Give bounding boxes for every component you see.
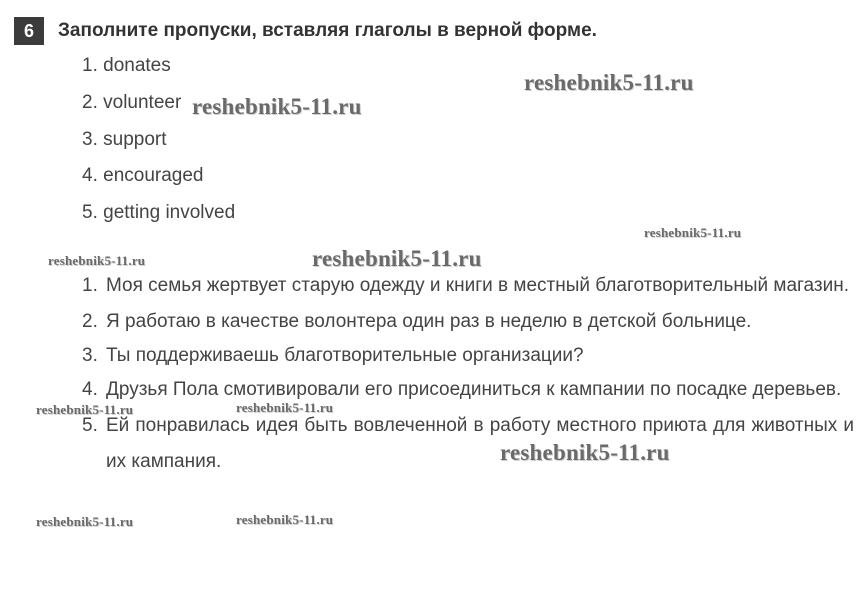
- watermark: reshebnik5-11.ru: [500, 440, 670, 465]
- sentence-text: Моя семья жертвует старую одежду и книги в местный благотворительный магазин.: [106, 275, 849, 296]
- answer-item: 5. getting involved: [82, 202, 236, 224]
- sentence-number: 5.: [82, 415, 98, 436]
- answer-item: 2. volunteer: [82, 91, 182, 113]
- sentence-item: [82, 338, 854, 374]
- sentence-text: Ей понравилась идея быть вовлеченной в работу местного приюта для животных и их кампания.: [106, 415, 854, 472]
- watermark: reshebnik5-11.ru: [36, 514, 134, 529]
- watermark: reshebnik5-11.ru: [236, 512, 334, 527]
- watermark: reshebnik5-11.ru: [48, 253, 146, 268]
- watermark: reshebnik5-11.ru: [236, 400, 334, 415]
- sentence-item: [82, 304, 854, 340]
- sentence-item: [82, 372, 854, 408]
- sentence-number: 1.: [82, 275, 98, 296]
- sentence-text: Я работаю в качестве волонтера один раз в неделю в детской больнице.: [106, 311, 752, 332]
- sentence-text: Ты поддерживаешь благотворительные организации?: [106, 345, 584, 366]
- watermark: reshebnik5-11.ru: [36, 402, 134, 417]
- watermark: reshebnik5-11.ru: [192, 94, 362, 119]
- sentence-list: [82, 268, 854, 480]
- sentence-item: [82, 268, 854, 304]
- answer-item: 1. donates: [82, 55, 171, 76]
- sentence-item: [82, 408, 854, 480]
- watermark: reshebnik5-11.ru: [524, 70, 694, 95]
- watermark: reshebnik5-11.ru: [312, 246, 482, 271]
- sentence-text: Друзья Пола смотивировали его присоединиться к кампании по посадке деревьев.: [106, 379, 842, 400]
- answer-item: 4. encouraged: [82, 165, 204, 187]
- sentence-number: 4.: [82, 379, 98, 400]
- sentence-number: 2.: [82, 311, 98, 332]
- watermark: reshebnik5-11.ru: [644, 225, 742, 240]
- exercise-number-badge: 6: [14, 17, 44, 45]
- answer-item: 3. support: [82, 128, 167, 150]
- exercise-instruction: Заполните пропуски, вставляя глаголы в верной форме.: [58, 20, 597, 41]
- sentence-number: 3.: [82, 345, 98, 366]
- answer-list: [82, 52, 235, 236]
